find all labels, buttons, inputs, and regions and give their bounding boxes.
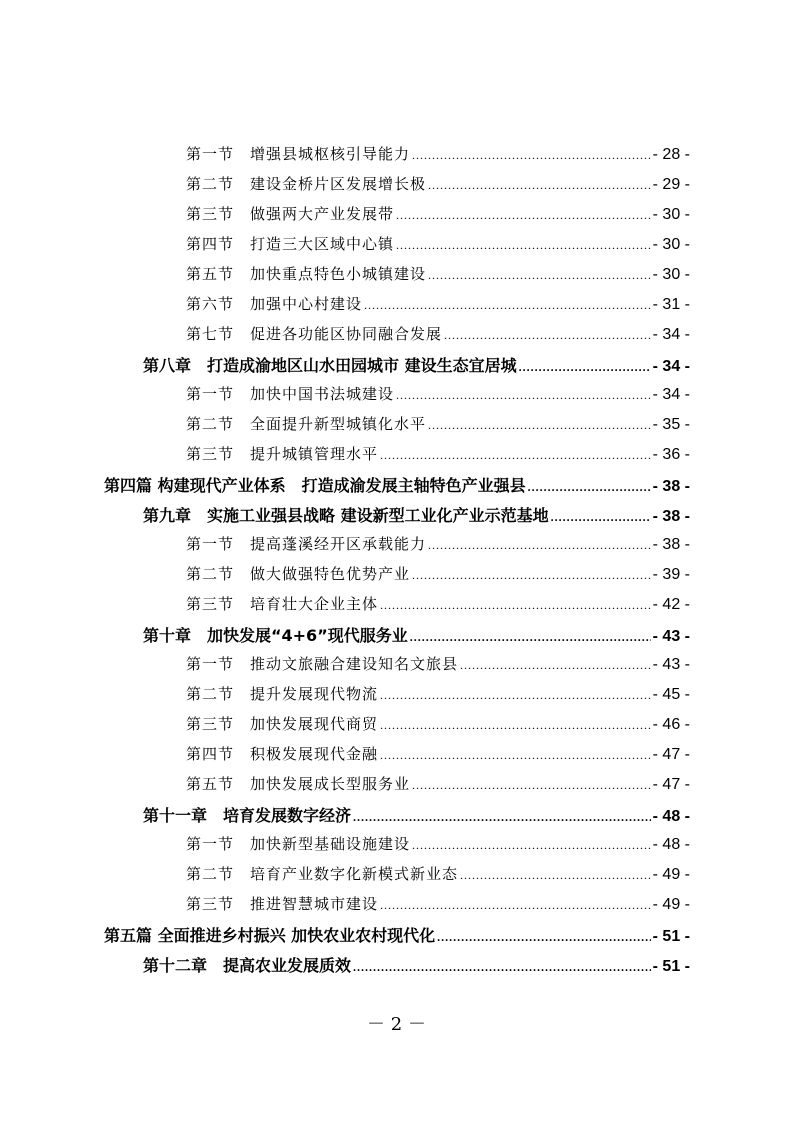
- page-number: － 2 －: [367, 1014, 426, 1035]
- toc-entry-page: - 28 -: [652, 146, 690, 163]
- toc-entry-sec[interactable]: [186, 833, 690, 854]
- toc-entry-sec[interactable]: [186, 683, 690, 704]
- dot-leader: [460, 658, 651, 673]
- toc-entry-sec[interactable]: [186, 233, 690, 254]
- toc-entry-sec[interactable]: [186, 773, 690, 794]
- dot-leader: [412, 838, 651, 853]
- toc-entry-page: - 49 -: [652, 866, 690, 883]
- toc-entry-page: - 48 -: [652, 836, 690, 853]
- toc-entry-page: - 30 -: [652, 206, 690, 223]
- toc-entry-page: - 29 -: [652, 176, 690, 193]
- toc-entry-sec[interactable]: [186, 443, 690, 464]
- toc-entry-title: 第四节 积极发展现代金融: [186, 745, 379, 763]
- toc-entry-page: - 42 -: [652, 596, 690, 613]
- toc-entry-title: 第一节 提高蓬溪经开区承载能力: [186, 535, 427, 553]
- toc-entry-title: 第一节 增强县城枢核引导能力: [186, 145, 411, 163]
- toc-entry-sec[interactable]: [186, 293, 690, 314]
- dot-leader: [428, 268, 651, 283]
- toc-entry-title: 第二节 做大做强特色优势产业: [186, 565, 411, 583]
- toc-entry-page: - 51 -: [652, 958, 690, 975]
- toc-entry-page: - 46 -: [652, 716, 690, 733]
- dot-leader: [364, 298, 651, 313]
- toc-entry-chap[interactable]: [143, 803, 690, 826]
- toc-entry-sec[interactable]: [186, 263, 690, 284]
- toc-entry-title: 第十章 加快发展“4+6”现代服务业: [143, 626, 408, 645]
- toc-entry-sec[interactable]: [186, 893, 690, 914]
- toc-entry-sec[interactable]: [186, 653, 690, 674]
- toc-entry-page: - 51 -: [652, 928, 690, 945]
- toc-entry-page: - 45 -: [652, 686, 690, 703]
- toc-entry-title: 第四篇 构建现代产业体系 打造成渝发展主轴特色产业强县: [104, 476, 526, 495]
- toc-entry-title: 第五篇 全面推进乡村振兴 加快农业农村现代化: [104, 926, 436, 945]
- dot-leader: [428, 178, 651, 193]
- dot-leader: [428, 538, 651, 553]
- toc-entry-page: - 38 -: [652, 508, 690, 525]
- toc-entry-page: - 34 -: [652, 386, 690, 403]
- toc-entry-page: - 38 -: [652, 536, 690, 553]
- toc-entry-title: 第三节 提升城镇管理水平: [186, 445, 379, 463]
- dot-leader: [353, 960, 651, 975]
- toc-entry-sec[interactable]: [186, 533, 690, 554]
- toc-entry-title: 第二节 全面提升新型城镇化水平: [186, 415, 427, 433]
- toc-entry-page: - 39 -: [652, 566, 690, 583]
- toc-entry-page: - 48 -: [652, 808, 690, 825]
- toc-entry-page: - 30 -: [652, 236, 690, 253]
- dot-leader: [396, 238, 651, 253]
- toc-entry-page: - 34 -: [652, 358, 690, 375]
- dot-leader: [380, 598, 651, 613]
- toc-entry-title: 第三节 加快发展现代商贸: [186, 715, 379, 733]
- toc-entry-sec[interactable]: [186, 383, 690, 404]
- dot-leader: [528, 480, 651, 495]
- toc-entry-sec[interactable]: [186, 563, 690, 584]
- dot-leader: [396, 388, 651, 403]
- toc-entry-sec[interactable]: [186, 413, 690, 434]
- toc-entry-sec[interactable]: [186, 713, 690, 734]
- dot-leader: [380, 688, 651, 703]
- toc-entry-title: 第三节 做强两大产业发展带: [186, 205, 395, 223]
- toc-entry-sec[interactable]: [186, 593, 690, 614]
- toc-entry-chap[interactable]: [143, 623, 690, 646]
- toc-entry-chap[interactable]: [143, 953, 690, 976]
- toc-entry-sec[interactable]: [186, 143, 690, 164]
- toc-entry-title: 第八章 打造成渝地区山水田园城市 建设生态宜居城: [143, 356, 517, 375]
- toc-entry-page: - 30 -: [652, 266, 690, 283]
- toc-entry-title: 第十一章 培育发展数字经济: [143, 806, 352, 825]
- toc-entry-page: - 31 -: [652, 296, 690, 313]
- toc-entry-title: 第六节 加强中心村建设: [186, 295, 363, 313]
- toc-entry-title: 第二节 培育产业数字化新模式新业态: [186, 865, 459, 883]
- toc-entry-title: 第二节 建设金桥片区发展增长极: [186, 175, 427, 193]
- dot-leader: [437, 930, 651, 945]
- dot-leader: [410, 630, 651, 645]
- toc-entry-page: - 43 -: [652, 628, 690, 645]
- toc-entry-sec[interactable]: [186, 173, 690, 194]
- dot-leader: [380, 718, 651, 733]
- dot-leader: [380, 898, 651, 913]
- toc-entry-title: 第七节 促进各功能区协同融合发展: [186, 325, 443, 343]
- toc-entry-title: 第五节 加快发展成长型服务业: [186, 775, 411, 793]
- dot-leader: [444, 328, 651, 343]
- toc-entry-title: 第四节 打造三大区域中心镇: [186, 235, 395, 253]
- toc-entry-title: 第十二章 提高农业发展质效: [143, 956, 352, 975]
- toc-entry-part[interactable]: [104, 923, 690, 946]
- toc-entry-page: - 34 -: [652, 326, 690, 343]
- toc-entry-page: - 35 -: [652, 416, 690, 433]
- toc-entry-title: 第九章 实施工业强县战略 建设新型工业化产业示范基地: [143, 506, 549, 525]
- toc-entry-page: - 36 -: [652, 446, 690, 463]
- toc-entry-sec[interactable]: [186, 743, 690, 764]
- dot-leader: [412, 148, 651, 163]
- toc-entry-sec[interactable]: [186, 323, 690, 344]
- dot-leader: [412, 778, 651, 793]
- dot-leader: [551, 510, 651, 525]
- toc-entry-sec[interactable]: [186, 203, 690, 224]
- toc-entry-title: 第三节 推进智慧城市建设: [186, 895, 379, 913]
- toc-entry-sec[interactable]: [186, 863, 690, 884]
- toc-entry-title: 第二节 提升发展现代物流: [186, 685, 379, 703]
- toc-entry-chap[interactable]: [143, 503, 690, 526]
- dot-leader: [380, 448, 651, 463]
- toc-entry-page: - 38 -: [652, 478, 690, 495]
- toc-entry-title: 第一节 推动文旅融合建设知名文旅县: [186, 655, 459, 673]
- dot-leader: [396, 208, 651, 223]
- toc-entry-title: 第五节 加快重点特色小城镇建设: [186, 265, 427, 283]
- toc-entry-title: 第一节 加快中国书法城建设: [186, 385, 395, 403]
- toc-entry-title: 第三节 培育壮大企业主体: [186, 595, 379, 613]
- dot-leader: [519, 360, 651, 375]
- dot-leader: [353, 810, 651, 825]
- toc-entry-page: - 47 -: [652, 776, 690, 793]
- toc-entry-page: - 47 -: [652, 746, 690, 763]
- dot-leader: [412, 568, 651, 583]
- toc-entry-part[interactable]: [104, 473, 690, 496]
- dot-leader: [460, 868, 651, 883]
- toc-entry-title: 第一节 加快新型基础设施建设: [186, 835, 411, 853]
- dot-leader: [428, 418, 651, 433]
- toc-entry-page: - 49 -: [652, 896, 690, 913]
- dot-leader: [380, 748, 651, 763]
- toc-entry-chap[interactable]: [143, 353, 690, 376]
- toc-entry-page: - 43 -: [652, 656, 690, 673]
